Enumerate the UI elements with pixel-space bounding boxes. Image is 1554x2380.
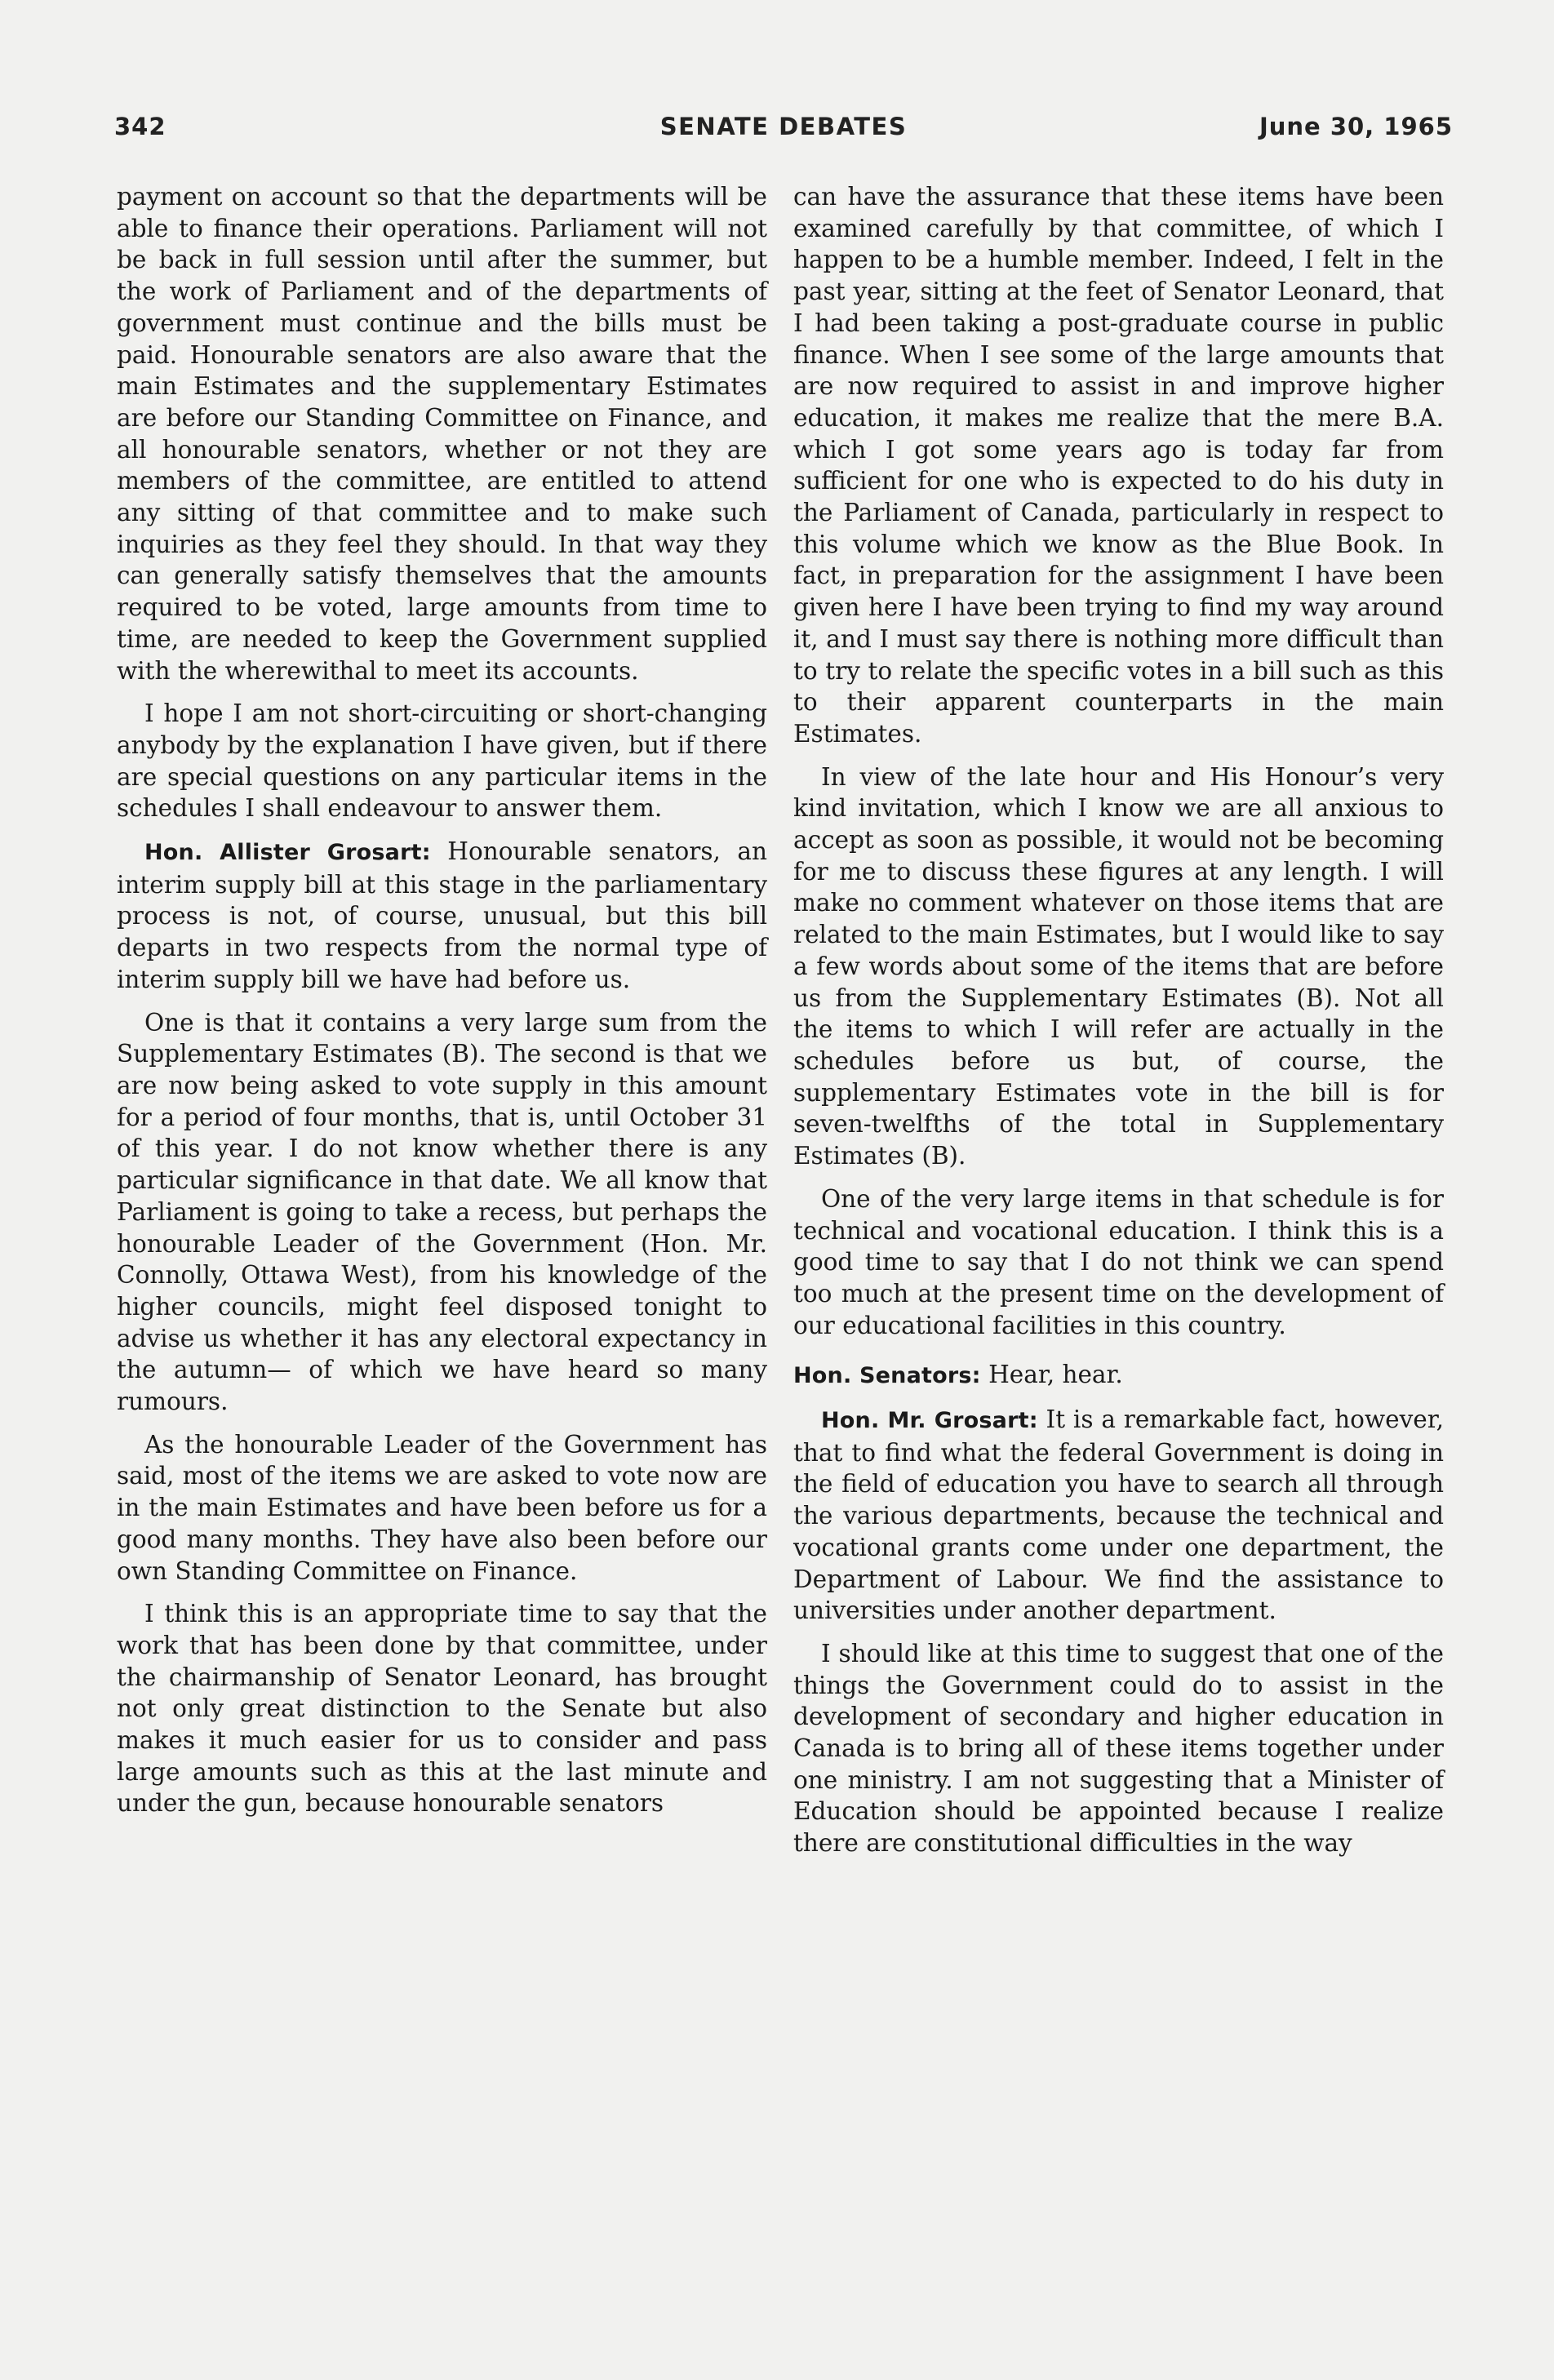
paragraph: In view of the late hour and His Honour’s very kind invitation, which I know we are all anxious to accept as soon as possible, it would not be becoming for me to discuss these figures at any length. I will make no comment whatever on those items that are related to the main Estimates, but I would like to say a few words about some of the items that are before us from the Supplementary Estimates (B). Not all the items to which I will refer are actually in the schedules before us but, of course, the supplementary Estimates vote in the bill is for seven-twelfths of the total in Supplementary Estimates (B). (793, 762, 1444, 1170)
paragraph: One of the very large items in that schedule is for technical and vocational education. I think this is a good time to say that I do not think we can spend too much at the present time on the development of our educational facilities in this country. (793, 1184, 1444, 1339)
paragraph: I think this is an appropriate time to say that the work that has been done by that committee, under the chairmanship of Senator Leonard, has brought not only great distinction to the Senate but also makes it much easier for us to consider and pass large amounts such as this at the last minute and under the gun, because honourable senators (117, 1600, 767, 1818)
page-header (114, 113, 1453, 153)
left-column (117, 181, 767, 1831)
right-column (793, 181, 1444, 1871)
page-number: 342 (114, 113, 166, 140)
speaker-name: Hon. Allister Grosart: (144, 840, 431, 866)
paragraph: can have the assurance that these items have been examined carefully by that committee, of which I happen to be a humble member. Indeed, I felt in the past year, sitting at the feet of Senator Leonard, that I had been taking a post-graduate course in public finance. When I see some of the large amounts that are now required to assist in and improve higher education, it makes me realize that the mere B.A. which I got some years ago is today far from sufficient for one who is expected to do his duty in the Parliament of Canada, particularly in respect to this volume which we know as the Blue Book. In fact, in preparation for the assignment I have been given here I have been trying to find my way around it, and I must say there is nothing more difficult than to try to relate the specific votes in a bill such as this to their apparent counterparts in the main Estimates. (793, 183, 1444, 748)
speech-paragraph (793, 1404, 1444, 1627)
speech-text: It is a remarkable fact, however, that to find what the federal Government is doing in the field of education you have to search all through the various departments, because the technical and vocational grants come under one department, the Department of Labour. We find the assistance to universities under another department. (793, 1405, 1444, 1625)
paragraph: I hope I am not short-circuiting or short-changing anybody by the explanation I have given, but if there are special questions on any particular items in the schedules I shall endeavour to answer them. (117, 699, 767, 823)
paragraph: payment on account so that the departments will be able to finance their operations. Parliament will not be back in full session until after the summer, but the work of Parliament and of the departments of government must continue and the bills must be paid. Honourable senators are also aware that the main Estimates and the supplementary Estimates are before our Standing Committee on Finance, and all honourable senators, whether or not they are members of the committee, are entitled to attend any sitting of that committee and to make such inquiries as they feel they should. In that way they can generally satisfy themselves that the amounts required to be voted, large amounts from time to time, are needed to keep the Government supplied with the wherewithal to meet its accounts. (117, 183, 767, 685)
speaker-name: Hon. Senators: (793, 1363, 981, 1389)
paragraph: I should like at this time to suggest that one of the things the Government could do to assist in the development of secondary and higher education in Canada is to bring all of these items together under one ministry. I am not suggesting that a Minister of Education should be appointed because I realize there are constitutional difficulties in the way (793, 1639, 1444, 1858)
speech-text: Honourable senators, an interim supply bill at this stage in the parliamentary process is not, of course, unusual, but this bill departs in two respects from the normal type of interim supply bill we have had before us. (117, 837, 767, 993)
speech-paragraph (793, 1359, 1444, 1392)
speaker-name: Hon. Mr. Grosart: (821, 1408, 1038, 1434)
speech-paragraph (117, 836, 767, 996)
speech-text: Hear, hear. (988, 1361, 1123, 1389)
issue-date: June 30, 1965 (1259, 113, 1453, 140)
running-title: SENATE DEBATES (659, 113, 908, 140)
paragraph: One is that it contains a very large sum from the Supplementary Estimates (B). The second is that we are now being asked to vote supply in this amount for a period of four months, that is, until October 31 of this year. I do not know whether there is any particular significance in that date. We all know that Parliament is going to take a recess, but perhaps the honourable Leader of the Government (Hon. Mr. Connolly, Ottawa West), from his knowledge of the higher councils, might feel disposed tonight to advise us whether it has any electoral expectancy in the autumn— of which we have heard so many rumours. (117, 1008, 767, 1416)
paragraph: As the honourable Leader of the Government has said, most of the items we are asked to vote now are in the main Estimates and have been before us for a good many months. They have also been before our own Standing Committee on Finance. (117, 1430, 767, 1585)
